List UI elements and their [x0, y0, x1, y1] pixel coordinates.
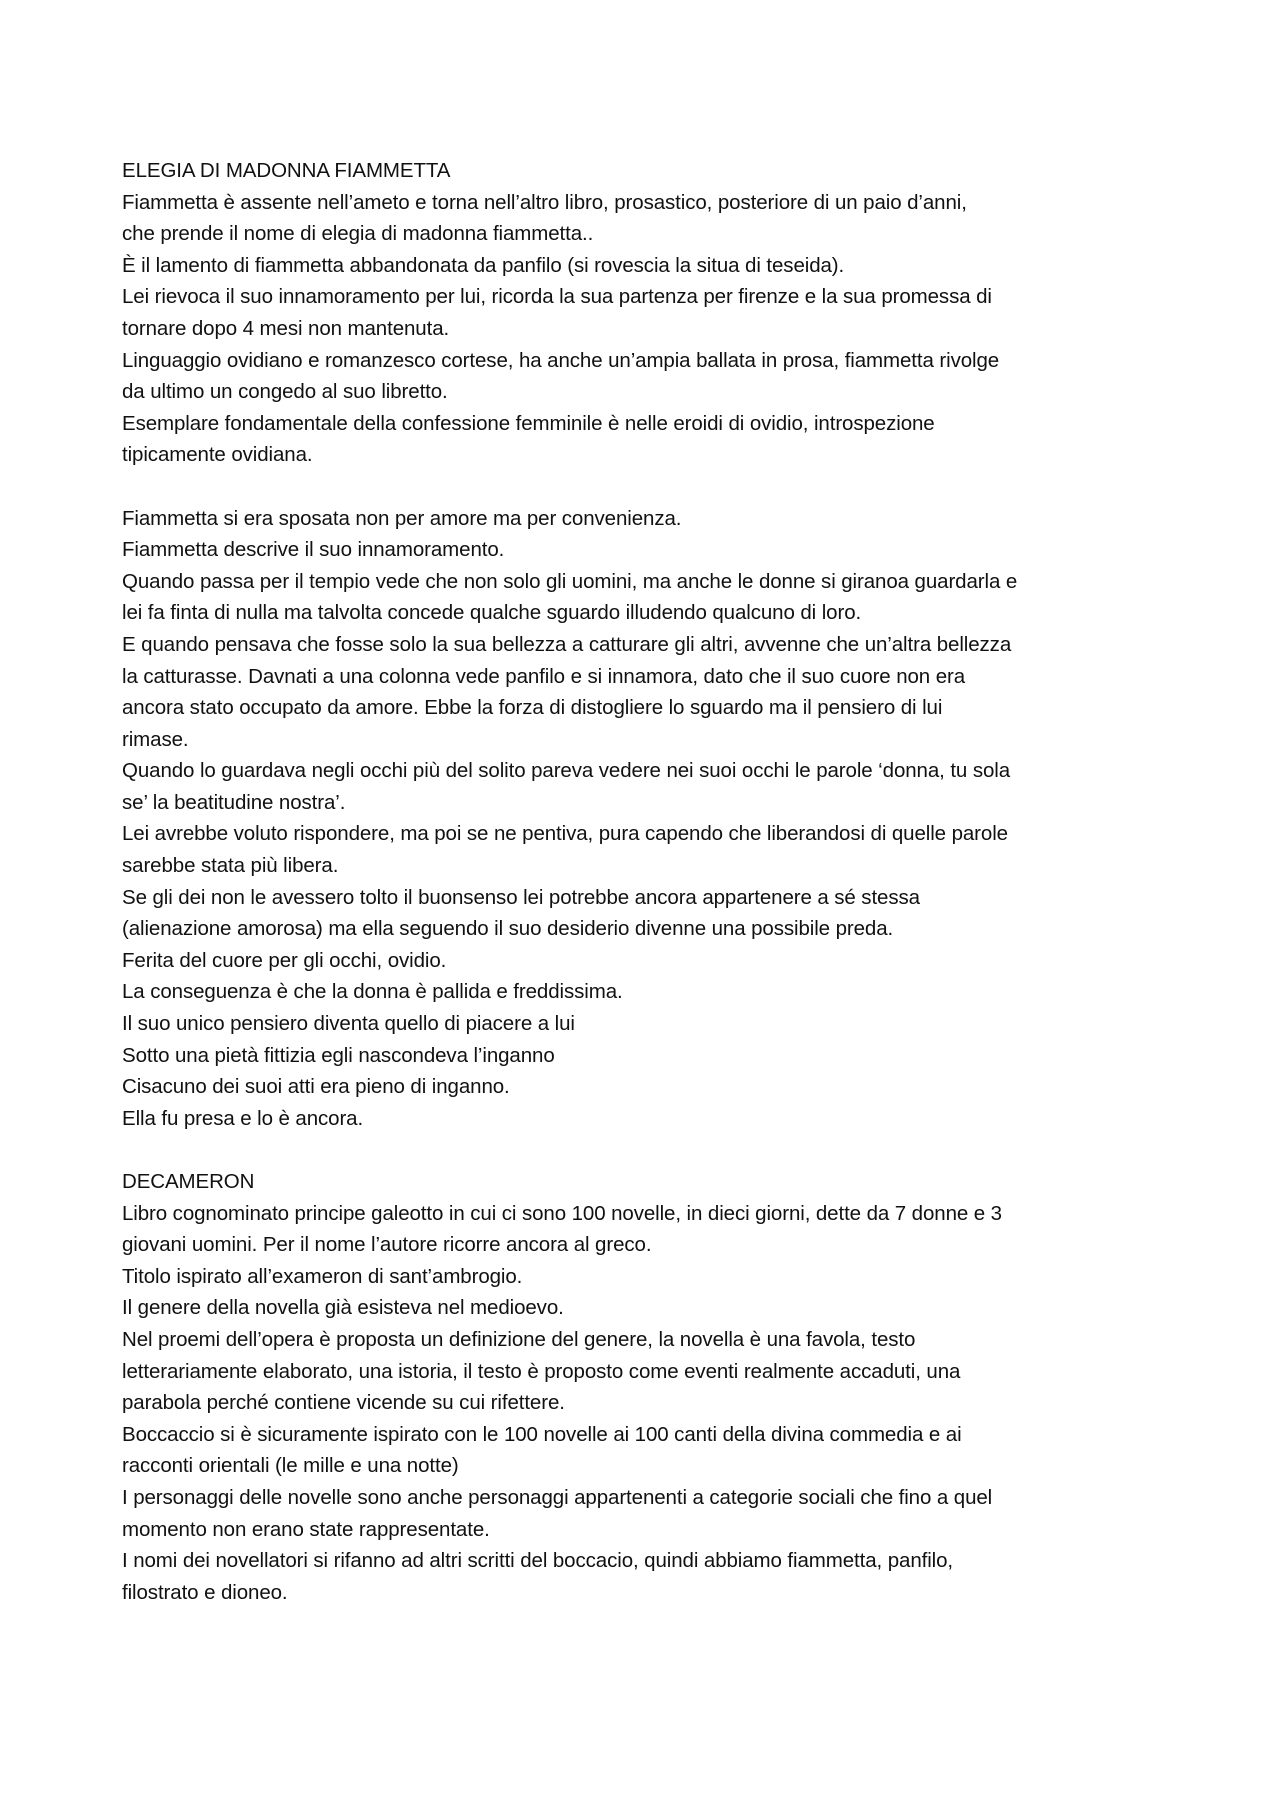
- paragraph-line: giovani uomini. Per il nome l’autore ricorre ancora al greco.: [122, 1233, 652, 1257]
- paragraph-line: Fiammetta si era sposata non per amore ma per convenienza.: [122, 506, 682, 530]
- paragraph-line: letterariamente elaborato, una istoria, il testo è proposto come eventi realmente accaduti, una: [122, 1359, 961, 1383]
- blank-line: [122, 1134, 1172, 1166]
- blank-line: [122, 471, 1172, 503]
- paragraph-line: Nel proemi dell’opera è proposta un definizione del genere, la novella è una favola, testo: [122, 1327, 916, 1351]
- paragraph-line: La conseguenza è che la donna è pallida e freddissima.: [122, 980, 623, 1004]
- paragraph-line: Lei rievoca il suo innamoramento per lui, ricorda la sua partenza per firenze e la sua promessa di: [122, 285, 992, 309]
- section-heading: DECAMERON: [122, 1170, 255, 1193]
- paragraph-line: Il suo unico pensiero diventa quello di piacere a lui: [122, 1012, 575, 1036]
- paragraph-line: Il genere della novella già esisteva nel medioevo.: [122, 1296, 564, 1320]
- paragraph-line: I nomi dei novellatori si rifanno ad altri scritti del boccacio, quindi abbiamo fiammetta, panfilo,: [122, 1549, 954, 1573]
- section-heading: ELEGIA DI MADONNA FIAMMETTA: [122, 159, 451, 182]
- paragraph-line: racconti orientali (le mille e una notte): [122, 1454, 459, 1478]
- paragraph-line: la catturasse. Davnati a una colonna vede panfilo e si innamora, dato che il suo cuore non era: [122, 664, 966, 688]
- paragraph-line: tipicamente ovidiana.: [122, 443, 313, 467]
- section-decameron: [122, 1166, 1172, 1608]
- paragraph-line: I personaggi delle novelle sono anche personaggi appartenenti a categorie sociali che fino a quel: [122, 1485, 993, 1509]
- document-body: [122, 155, 1172, 1608]
- paragraph-line: (alienazione amorosa) ma ella seguendo il suo desiderio divenne una possibile preda.: [122, 917, 894, 941]
- paragraph-line: rimase.: [122, 727, 189, 751]
- paragraph-line: Linguaggio ovidiano e romanzesco cortese, ha anche un’ampia ballata in prosa, fiammetta rivolge: [122, 348, 1000, 372]
- paragraph-line: Boccaccio si è sicuramente ispirato con le 100 novelle ai 100 canti della divina commedia e ai: [122, 1422, 962, 1446]
- paragraph-line: da ultimo un congedo al suo libretto.: [122, 380, 448, 404]
- paragraph-line: Ferita del cuore per gli occhi, ovidio.: [122, 948, 447, 972]
- paragraph-line: Quando passa per il tempio vede che non solo gli uomini, ma anche le donne si giranoa guardarla e: [122, 569, 1018, 593]
- paragraph-line: sarebbe stata più libera.: [122, 854, 339, 878]
- paragraph-line: tornare dopo 4 mesi non mantenuta.: [122, 316, 450, 340]
- paragraph-line: se’ la beatitudine nostra’.: [122, 790, 346, 814]
- paragraph-line: E quando pensava che fosse solo la sua bellezza a catturare gli altri, avvenne che un’altra bellezza: [122, 632, 1012, 656]
- paragraph-line: ancora stato occupato da amore. Ebbe la forza di distogliere lo sguardo ma il pensiero di lui: [122, 696, 943, 720]
- paragraph-line: filostrato e dioneo.: [122, 1580, 288, 1604]
- paragraph-line: Quando lo guardava negli occhi più del solito pareva vedere nei suoi occhi le parole ‘donna, tu sola: [122, 759, 1011, 783]
- paragraph-line: Cisacuno dei suoi atti era pieno di inganno.: [122, 1075, 510, 1099]
- paragraph-line: Lei avrebbe voluto rispondere, ma poi se ne pentiva, pura capendo che liberandosi di quelle parole: [122, 822, 1008, 846]
- paragraph-line: che prende il nome di elegia di madonna fiammetta..: [122, 222, 594, 246]
- paragraph-line: Se gli dei non le avessero tolto il buonsenso lei potrebbe ancora appartenere a sé stessa: [122, 885, 920, 909]
- paragraph-line: momento non erano state rappresentate.: [122, 1517, 490, 1541]
- paragraph-line: Ella fu presa e lo è ancora.: [122, 1106, 364, 1130]
- section-elegia: [122, 155, 1172, 471]
- paragraph-line: Fiammetta descrive il suo innamoramento.: [122, 538, 505, 562]
- paragraph-line: È il lamento di fiammetta abbandonata da panfilo (si rovescia la situa di teseida).: [122, 253, 845, 277]
- paragraph-line: Fiammetta è assente nell’ameto e torna nell’altro libro, prosastico, posteriore di un paio d’anni,: [122, 190, 967, 214]
- paragraph-line: Libro cognominato principe galeotto in cui ci sono 100 novelle, in dieci giorni, dette da 7 donne e 3: [122, 1201, 1002, 1225]
- section-innamoramento: [122, 503, 1172, 1135]
- paragraph-line: parabola perché contiene vicende su cui rifettere.: [122, 1391, 565, 1415]
- paragraph-line: lei fa finta di nulla ma talvolta concede qualche sguardo illudendo qualcuno di loro.: [122, 601, 862, 625]
- paragraph-line: Titolo ispirato all’exameron di sant’ambrogio.: [122, 1264, 523, 1288]
- paragraph-line: Sotto una pietà fittizia egli nascondeva l’inganno: [122, 1043, 555, 1067]
- paragraph-line: Esemplare fondamentale della confessione femminile è nelle eroidi di ovidio, introspezione: [122, 411, 935, 435]
